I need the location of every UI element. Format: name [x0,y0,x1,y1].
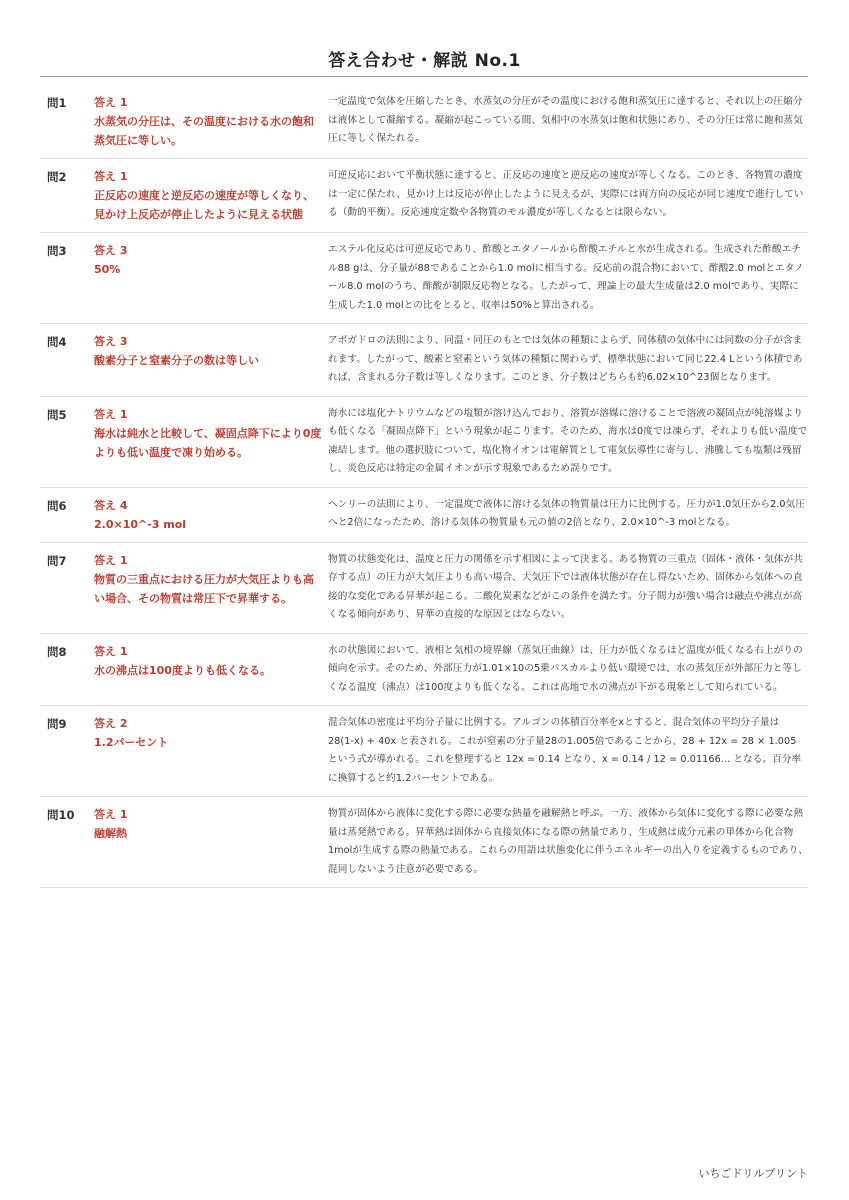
answer-text: 50% [94,263,121,276]
answer-row [40,634,808,707]
answer-row [40,543,808,634]
answer-block [94,551,328,608]
explanation-text: 物質が固体から液体に変化する際に必要な熱量を融解熱と呼ぶ。一方、液体から気体に変化する際に必要な熱量は蒸発熱である。昇華熱は固体から直接気体になる際の熱量であり、生成熱は成分元素の単体から化合物1molが生成する際の熱量である。これらの用語は状態変化に伴うエネルギーの出入りを定義するものであり、混同しないよう注意が必要である。 [328,808,808,875]
answer-choice: 答え 1 [94,96,128,109]
question-number: 問2 [47,170,67,184]
answer-block [94,332,328,370]
answer-block [94,405,328,462]
question-number: 問10 [47,808,75,822]
answer-row [40,233,808,324]
page-title: 答え合わせ・解説 No.1 [328,51,521,71]
explanation-text: アボガドロの法則により、同温・同圧のもとでは気体の種類によらず、同体積の気体中には同数の分子が含まれます。したがって、酸素と窒素という気体の種類に関わらず、標準状態において同じ22.4 Lという体積であれば、含まれる分子数は等しくなります。このとき、分子数はどちらも約6.02×10^23個となります。 [328,335,803,383]
answer-block [94,167,328,224]
answer-block [94,642,328,680]
answer-text: 2.0×10^-3 mol [94,517,187,531]
question-number: 問9 [47,717,67,731]
answer-choice: 答え 1 [94,553,128,567]
answer-choice: 答え 1 [94,170,128,183]
explanation-text: 海水には塩化ナトリウムなどの塩類が溶け込んでおり、溶質が溶媒に溶けることで溶液の凝固点が純溶媒よりも低くなる「凝固点降下」という現象が起こります。そのため、海水は0度では凍らず、それよりも低い温度で凍結します。他の選択肢について、塩化物イオンは電解質として電気伝導性に寄与し、沸騰しても塩類は残留し、炎色反応は特定の金属イオンが示す現象であるため誤りです。 [328,407,808,474]
answer-block [94,714,328,752]
title-divider [40,76,808,77]
answer-list [40,85,808,888]
answer-choice: 答え 3 [94,335,128,348]
answer-row [40,488,808,543]
answer-choice: 答え 2 [94,717,128,730]
answer-choice: 答え 1 [94,407,128,421]
answer-row [40,159,808,233]
question-number: 問3 [47,244,67,258]
answer-choice: 答え 3 [94,244,128,257]
answer-row [40,397,808,488]
question-number: 問1 [47,96,67,110]
explanation-text: 一定温度で気体を圧縮したとき、水蒸気の分圧がその温度における飽和蒸気圧に達すると、それ以上の圧縮分は液体として凝縮する。凝縮が起こっている間、気相中の水蒸気は飽和状態にあり、その分圧は常に飽和蒸気圧に等しく保たれる。 [328,96,803,144]
answer-row [40,797,808,888]
answer-row [40,706,808,797]
explanation-text: ヘンリーの法則により、一定温度で液体に溶ける気体の物質量は圧力に比例する。圧力が1.0気圧から2.0気圧へと2倍になったため、溶ける気体の物質量も元の値の2倍となり、2.0×10^-3 molとなる。 [328,498,806,528]
answer-text: 水の沸点は100度よりも低くなる。 [94,663,271,677]
answer-text: 1.2パーセント [94,736,169,749]
answer-choice: 答え 1 [94,808,128,821]
answer-choice: 答え 4 [94,498,128,512]
answer-text: 正反応の速度と逆反応の速度が等しくなり、見かけ上反応が停止したように見える状態 [94,189,314,221]
explanation-text: 混合気体の密度は平均分子量に比例する。アルゴンの体積百分率をxとすると、混合気体の平均分子量は 28(1-x) + 40x と表される。これが窒素の分子量28の1.005倍であることから、28 + 12x = 28 × 1.005 という式が導かれる。これを整理すると 12x = 0.14 となり、x = 0.14 / 12 = 0.01166... となる。百分率に換算すると約1.2パーセントである。 [328,717,802,784]
answer-text: 酸素分子と窒素分子の数は等しい [94,354,259,367]
question-number: 問6 [47,498,67,513]
answer-row [40,324,808,397]
answer-block [94,805,328,843]
explanation-text: エステル化反応は可逆反応であり、酢酸とエタノールから酢酸エチルと水が生成される。生成された酢酸エチル88 gは、分子量が88であることから1.0 molに相当する。反応前の混合物において、酢酸2.0 molとエタノール8.0 molのうち、酢酸が制限反応物となる。したがって、理論上の最大生成量は2.0 molであり、実際に生成した1.0 molとの比をとると、収率は50%と算出される。 [328,244,804,311]
answer-text: 海水は純水と比較して、凝固点降下により0度よりも低い温度で凍り始める。 [94,426,322,459]
question-number: 問8 [47,644,67,659]
explanation-text: 物質の状態変化は、温度と圧力の関係を示す相図によって決まる。ある物質の三重点（固体・液体・気体が共存する点）の圧力が大気圧よりも高い場合、大気圧下では液体状態が存在し得ないため、固体から気体への直接的な変化である昇華が起こる。二酸化炭素などがこの条件を満たす。分子間力が強い場合は融点や沸点が高くなる傾向があり、昇華の直接的な原因とはならない。 [328,553,803,620]
question-number: 問4 [47,335,67,349]
question-number: 問5 [47,407,67,422]
answer-row [40,85,808,159]
answer-choice: 答え 1 [94,644,128,658]
explanation-text: 水の状態図において、液相と気相の境界線（蒸気圧曲線）は、圧力が低くなるほど温度が低くなる右上がりの傾向を示す。そのため、外部圧力が1.01×10の5乗パスカルより低い環境では、水の蒸気圧が外部圧力と等しくなる温度（沸点）は100度よりも低くなる。これは高地で水の沸点が下がる現象として知られている。 [328,644,803,693]
answer-text: 物質の三重点における圧力が大気圧よりも高い場合、その物質は常圧下で昇華する。 [94,572,314,605]
question-number: 問7 [47,553,67,568]
footer-brand: いちごドリルプリント [698,1167,808,1180]
answer-block [94,241,328,279]
answer-text: 水蒸気の分圧は、その温度における水の飽和蒸気圧に等しい。 [94,115,314,147]
answer-block [94,93,328,150]
answer-block [94,496,328,534]
answer-text: 融解熱 [94,827,127,840]
explanation-text: 可逆反応において平衡状態に達すると、正反応の速度と逆反応の速度が等しくなる。このとき、各物質の濃度は一定に保たれ、見かけ上は反応が停止したように見えるが、実際には両方向の反応が同じ速度で進行している（動的平衡）。反応速度定数や各物質のモル濃度が等しくなるとは限らない。 [328,170,804,218]
